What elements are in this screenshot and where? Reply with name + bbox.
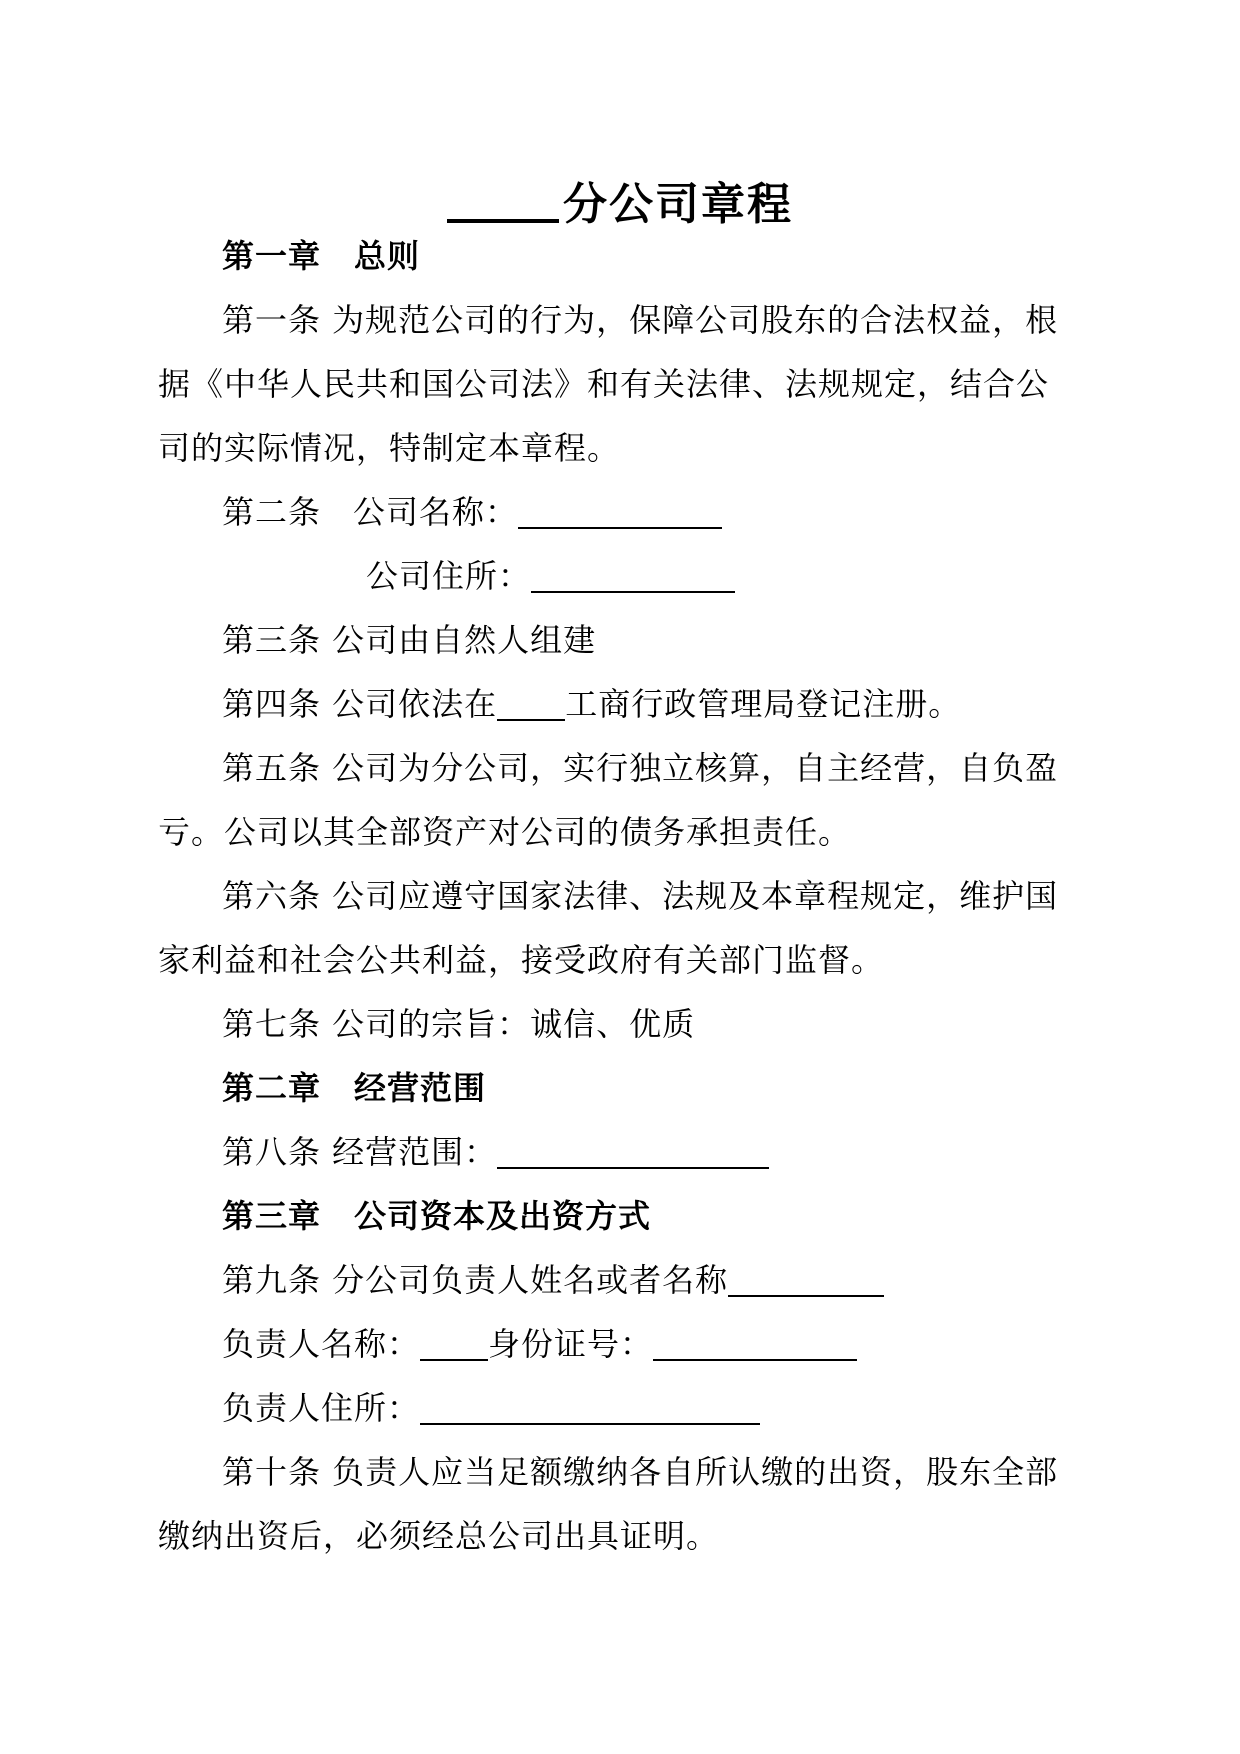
- article-4-suffix: 工商行政管理局登记注册。: [565, 685, 962, 723]
- article-1-line-3: 司的实际情况，特制定本章程。: [158, 429, 621, 467]
- article-5-line-2: 亏。公司以其全部资产对公司的债务承担责任。: [158, 813, 852, 851]
- responsible-name-id-line: [222, 1324, 857, 1364]
- responsible-name-label: 负责人名称：: [222, 1325, 421, 1363]
- id-number-label: 身份证号：: [488, 1325, 654, 1363]
- responsible-address-line: [222, 1388, 760, 1428]
- responsible-name-blank: [728, 1261, 884, 1297]
- chapter-3-heading: 第三章 公司资本及出资方式: [222, 1197, 652, 1235]
- responsible-address-label: 负责人住所：: [222, 1389, 421, 1427]
- article-8: [222, 1132, 769, 1172]
- company-name-blank: [518, 493, 722, 529]
- article-2-address-line: [366, 556, 735, 596]
- company-address-label: 公司住所：: [366, 557, 532, 595]
- article-3: 第三条 公司由自然人组建: [222, 621, 597, 659]
- company-name-label: 公司名称：: [353, 493, 519, 531]
- title-blank-line: [447, 179, 559, 223]
- article-6-line-2: 家利益和社会公共利益，接受政府有关部门监督。: [158, 941, 885, 979]
- bureau-blank: [497, 685, 565, 721]
- article-1-line-2: 据《中华人民共和国公司法》和有关法律、法规规定，结合公: [158, 365, 1050, 403]
- article-5-line-1: 第五条 公司为分公司，实行独立核算，自主经营，自负盈: [222, 749, 1059, 787]
- title-text: 分公司章程: [563, 179, 793, 230]
- chapter-2-heading: 第二章 经营范围: [222, 1069, 487, 1107]
- article-1-line-1: 第一条 为规范公司的行为，保障公司股东的合法权益，根: [222, 301, 1059, 339]
- id-number-blank: [653, 1325, 857, 1361]
- responsible-address-blank: [420, 1389, 760, 1425]
- article-10-line-2: 缴纳出资后，必须经总公司出具证明。: [158, 1517, 720, 1555]
- document-title: [0, 168, 1240, 232]
- article-8-text: 第八条 经营范围：: [222, 1133, 498, 1171]
- article-7: 第七条 公司的宗旨：诚信、优质: [222, 1005, 696, 1043]
- article-10-line-1: 第十条 负责人应当足额缴纳各自所认缴的出资，股东全部: [222, 1453, 1059, 1491]
- article-4-prefix: 第四条 公司依法在: [222, 685, 498, 723]
- business-scope-blank: [497, 1133, 769, 1169]
- article-9: [222, 1260, 884, 1300]
- article-2-name-line: [222, 492, 722, 532]
- article-2-label: 第二条: [222, 493, 322, 531]
- article-9-text: 第九条 分公司负责人姓名或者名称: [222, 1261, 729, 1299]
- article-6-line-1: 第六条 公司应遵守国家法律、法规及本章程规定，维护国: [222, 877, 1059, 915]
- article-4: [222, 684, 961, 724]
- chapter-1-heading: 第一章 总则: [222, 237, 421, 275]
- responsible-person-blank: [420, 1325, 488, 1361]
- company-address-blank: [531, 557, 735, 593]
